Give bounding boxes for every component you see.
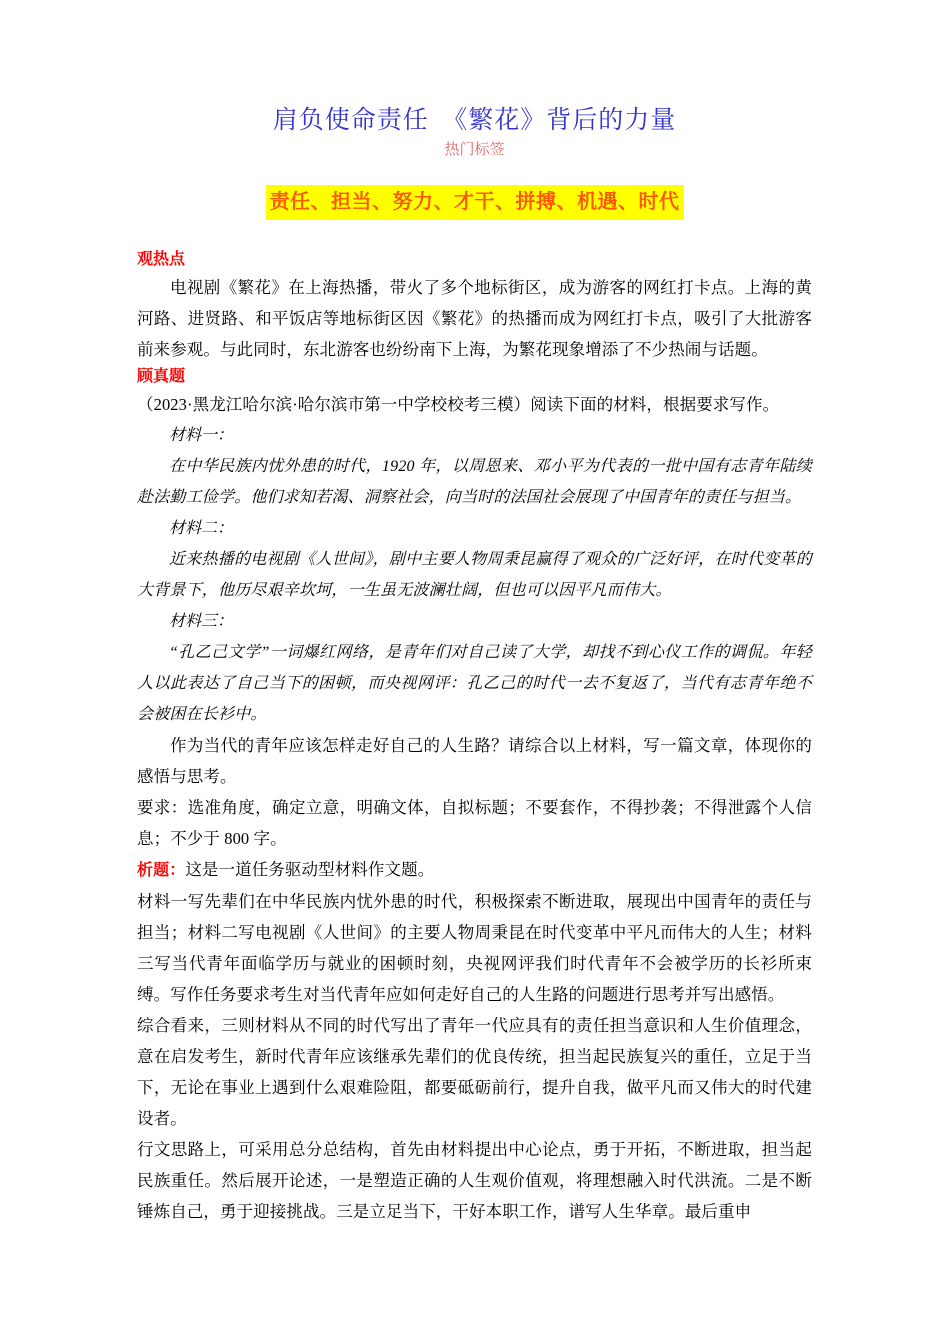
analysis-paragraph-2: 综合看来，三则材料从不同的时代写出了青年一代应具有的责任担当意识和人生价值理念，意在启发考生，新时代青年应该继承先辈们的优良传统，担当起民族复兴的重任，立足于当下，无论在事业上遇到什么艰难险阻，都要砥砺前行，提升自我，做平凡而又伟大的时代建设者。 <box>137 1016 812 1128</box>
exam-requirements: 要求：选准角度，确定立意，明确文体，自拟标题；不要套作，不得抄袭；不得泄露个人信息；不少于 800 字。 <box>137 798 812 848</box>
section-heading-hotspot: 观热点 <box>137 251 186 268</box>
analysis-lead-text: 这是一道任务驱动型材料作文题。 <box>185 860 435 879</box>
analysis-paragraph-3: 行文思路上，可采用总分总结构，首先由材料提出中心论点，勇于开拓，不断进取，担当起民族重任。然后展开论述，一是塑造正确的人生观价值观，将理想融入时代洪流。二是不断锤炼自己，勇于迎接挑战。三是立足当下，干好本职工作，谱写人生华章。最后重申 <box>137 1140 812 1221</box>
material-text-2: 近来热播的电视剧《人世间》，剧中主要人物周秉昆赢得了观众的广泛好评，在时代变革的大背景下，他历尽艰辛坎坷，一生虽无波澜壮阔，但也可以因平凡而伟大。 <box>137 551 812 599</box>
keyword-tags: 责任、担当、努力、才干、拼搏、机遇、时代 <box>266 185 684 220</box>
analysis-lead-line <box>137 854 812 886</box>
material-label-3: 材料三： <box>169 613 234 630</box>
section-heading-exam: 顾真题 <box>137 368 186 385</box>
material-label-1: 材料一： <box>169 427 234 444</box>
material-text-3: “孔乙己文学”一词爆红网络，是青年们对自己读了大学，却找不到心仪工作的调侃。年轻人以此表达了自己当下的困顿，而央视网评：孔乙己的时代一去不复返了，当代有志青年绝不会被困在长衫中。 <box>137 644 812 723</box>
exam-prompt: 作为当代的青年应该怎样走好自己的人生路？请综合以上材料，写一篇文章，体现你的感悟与思考。 <box>137 736 812 786</box>
section-heading-analysis: 析题： <box>137 862 186 879</box>
page-subtitle: 热门标签 <box>444 142 505 158</box>
material-text-1: 在中华民族内忧外患的时代，1920 年，以周恩来、邓小平为代表的一批中国有志青年陆续赴法勤工俭学。他们求知若渴、洞察社会，向当时的法国社会展现了中国青年的责任与担当。 <box>137 458 812 506</box>
keyword-banner <box>137 185 812 220</box>
page-title: 肩负使命责任 《繁花》背后的力量 <box>272 107 677 134</box>
exam-source-line: （2023·黑龙江哈尔滨·哈尔滨市第一中学校校考三模）阅读下面的材料，根据要求写作。 <box>137 395 780 414</box>
analysis-paragraph-1: 材料一写先辈们在中华民族内忧外患的时代，积极探索不断进取，展现出中国青年的责任与担当；材料二写电视剧《人世间》的主要人物周秉昆在时代变革中平凡而伟大的人生；材料三写当代青年面临学历与就业的困顿时刻，央视网评我们时代青年不会被学历的长衫所束缚。写作任务要求考生对当代青年应如何走好自己的人生路的问题进行思考并写出感悟。 <box>137 892 812 1004</box>
material-label-2: 材料二： <box>169 520 234 537</box>
title-block <box>137 0 812 161</box>
hotspot-paragraph: 电视剧《繁花》在上海热播，带火了多个地标街区，成为游客的网红打卡点。上海的黄河路、进贤路、和平饭店等地标街区因《繁花》的热播而成为网红打卡点，吸引了大批游客前来参观。与此同时，东北游客也纷纷南下上海，为繁花现象增添了不少热闹与话题。 <box>137 278 812 359</box>
